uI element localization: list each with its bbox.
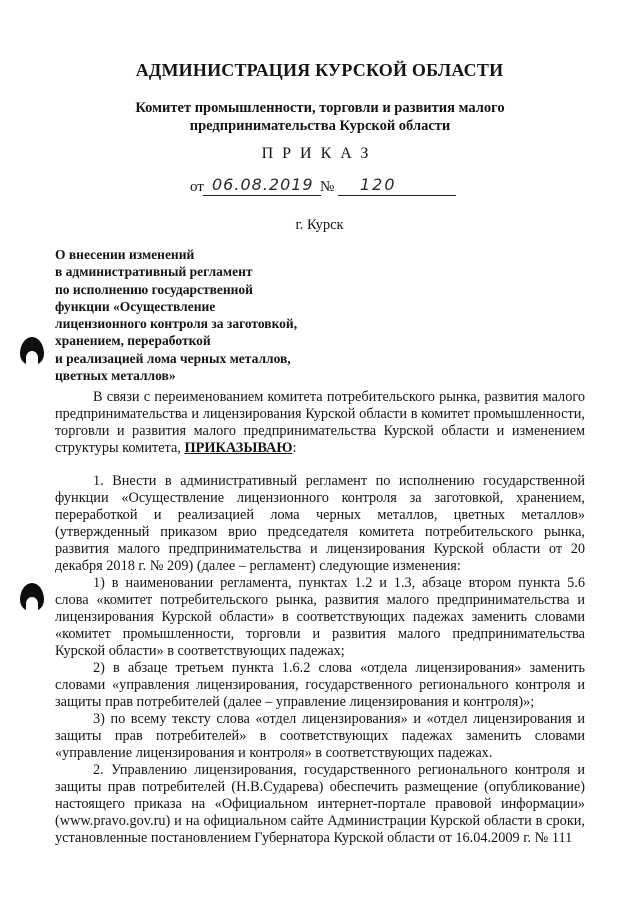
subject-line: лицензионного контроля за заготовкой, (55, 316, 298, 332)
item-paragraph: 2) в абзаце третьем пункта 1.6.2 слова «отдела лицензирования» заменить словами «управления лицензирования, государственного регионального контроля и защиты прав потребителей (далее – управление лицензирования и контроля)»; (55, 660, 585, 710)
subject-line: по исполнению государственной (55, 281, 253, 297)
intro-text: В связи с переименованием комитета потребительского рынка, развития малого предпринимательства и лицензирования Курской области в комитет промышленности, торговли и развития малого предпринимательства Курской области и изменением структуры комитета, (55, 389, 585, 456)
punch-hole-mark (20, 583, 44, 611)
handwritten-date: 06.08.2019 (212, 175, 314, 194)
subject-line: хранением, переработкой (55, 333, 211, 349)
from-label: от (190, 179, 204, 195)
number-label: № (320, 179, 335, 195)
subject-line: цветных металлов» (55, 368, 176, 384)
order-word: ПРИКАЗЫВАЮ (184, 440, 293, 456)
intro-tail: : (292, 440, 297, 456)
item-paragraph: 3) по всему тексту слова «отдел лицензирования» и «отдел лицензирования и защиты прав потребителей» в соответствующих падежах заменить словами «управление лицензирования и контроля» в соответствующих падежах. (55, 711, 585, 761)
subject-line: в административный регламент (55, 264, 253, 280)
subject-line: О внесении изменений (55, 247, 195, 262)
number-underline (338, 195, 456, 196)
punch-hole-mark (20, 337, 44, 365)
item-paragraph: 2. Управлению лицензирования, государственного регионального контроля и защиты прав потребителей (Н.В.Сударева) обеспечить размещение (опубликование) настоящего приказа на «Официальном интернет-портале правовой информации» (www.pravo.gov.ru) и на официальном сайте Администрации Курской области в сроки, установленные постановлением Губернатора Курской области от 16.04.2009 г. № 111 (55, 762, 585, 846)
organization-title: АДМИНИСТРАЦИЯ КУРСКОЙ ОБЛАСТИ (135, 60, 504, 80)
handwritten-number: 120 (360, 175, 397, 194)
committee-name (90, 99, 550, 135)
subject-line: функции «Осуществление (55, 298, 216, 314)
document-body (55, 389, 585, 847)
date-underline (203, 195, 321, 196)
subject-block (55, 246, 335, 384)
committee-line: Комитет промышленности, торговли и развития малого (135, 100, 505, 116)
city-label: г. Курск (295, 217, 344, 233)
item-paragraph: 1) в наименовании регламента, пунктах 1.2 и 1.3, абзаце втором пункта 5.6 слова «комитет потребительского рынка, развития малого предпринимательства и лицензирования Курской области» в соответствующих падежах заменить словами «комитет промышленности, торговли и развития малого предпринимательства Курской области» в соответствующих падежах; (55, 575, 585, 659)
intro-paragraph (55, 389, 585, 457)
document-type: ПРИКАЗ (261, 145, 378, 162)
item-paragraph: 1. Внести в административный регламент по исполнению государственной функции «Осуществление лицензионного контроля за заготовкой, хранением, переработкой и реализацией лома черных металлов, цветных металлов» (утвержденный приказом врио председателя комитета потребительского рынка, развития малого предпринимательства и лицензирования Курской области от 20 декабря 2018 г. № 209) (далее – регламент) следующие изменения: (55, 473, 585, 574)
committee-line: предпринимательства Курской области (189, 118, 451, 134)
subject-line: и реализацией лома черных металлов, (55, 350, 291, 366)
